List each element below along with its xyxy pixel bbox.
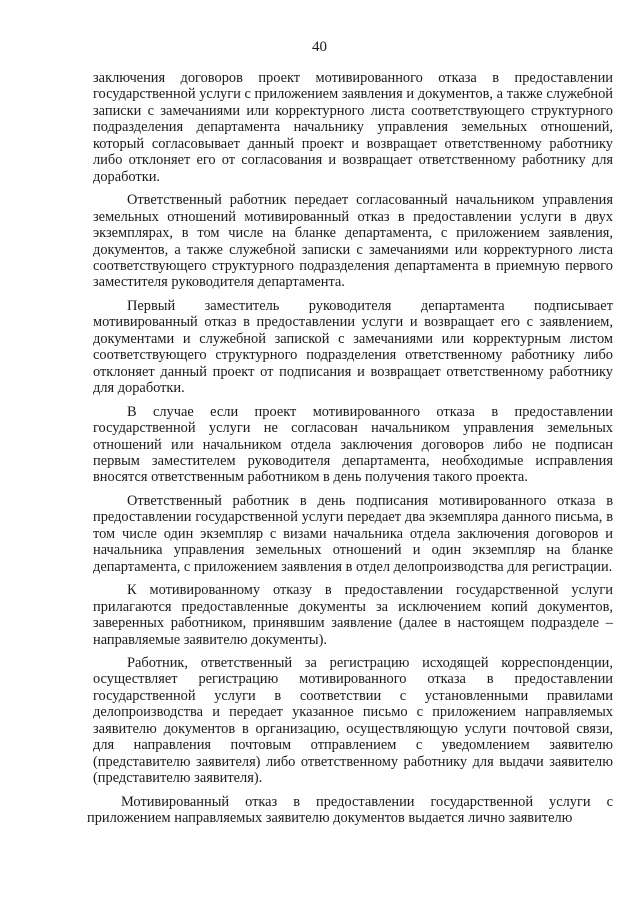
paragraph-5: Ответственный работник в день подписания мотивированного отказа в предоставлении государственной услуги передает два экземпляра данного письма, в том числе один экземпляр с визами начальника отдела заключения договоров и начальника управления земельных отношений и один экземпляр на бланке департамента, с приложением заявления в отдел делопроизводства для регистрации. — [93, 492, 613, 575]
paragraph-7: Работник, ответственный за регистрацию исходящей корреспонденции, осуществляет регистрацию мотивированного отказа в предоставлении государственной услуги в соответствии с установленными правилами делопроизводства и передает указанное письмо с приложением направляемых заявителю документов в организацию, осуществляющую услуги почтовой связи, для направления почтовым отправлением с уведомлением заявителю (представителю заявителя) либо ответственному работнику для выдачи заявителю (представителю заявителя). — [93, 654, 613, 787]
paragraph-3: Первый заместитель руководителя департамента подписывает мотивированный отказ в предоставлении услуги и возвращает его с заявлением, документами и служебной запиской с замечаниями или корректурным листом соответствующего структурного подразделения ответственному работнику либо отклоняет данный проект от подписания и возвращает ответственному работнику для доработки. — [93, 297, 613, 397]
paragraph-continuation: заключения договоров проект мотивированного отказа в предоставлении государственной услуги с приложением заявления и документов, а также служебной записки с замечаниями или корректурного листа соответствующего структурного подразделения департамента начальнику управления земельных отношений, который согласовывает данный проект и возвращает ответственному работнику либо отклоняет его от согласования и возвращает ответственному работнику для доработки. — [93, 70, 613, 185]
paragraph-6: К мотивированному отказу в предоставлении государственной услуги прилагаются предоставленные документы за исключением копий документов, заверенных работником, принявшим заявление (далее в настоящем подразделе – направляемые заявителю документы). — [93, 582, 613, 648]
paragraph-4: В случае если проект мотивированного отказа в предоставлении государственной услуги не согласован начальником управления земельных отношений или начальником отдела заключения договоров либо не подписан первым заместителем руководителя департамента, необходимые исправления вносятся ответственным работником в день получения такого проекта. — [93, 403, 613, 486]
paragraph-8: Мотивированный отказ в предоставлении государственной услуги с приложением направляемых заявителю документов выдается лично заявителю — [87, 793, 613, 827]
paragraph-2: Ответственный работник передает согласованный начальником управления земельных отношений мотивированный отказ в предоставлении услуги в двух экземплярах, в том числе на бланке департамента, с приложением заявления, документов, а также служебной записки с замечаниями или корректурного листа соответствующего структурного подразделения департамента в приемную первого заместителя руководителя департамента. — [93, 192, 613, 291]
page-number: 40 — [312, 39, 327, 55]
document-body — [87, 70, 613, 833]
